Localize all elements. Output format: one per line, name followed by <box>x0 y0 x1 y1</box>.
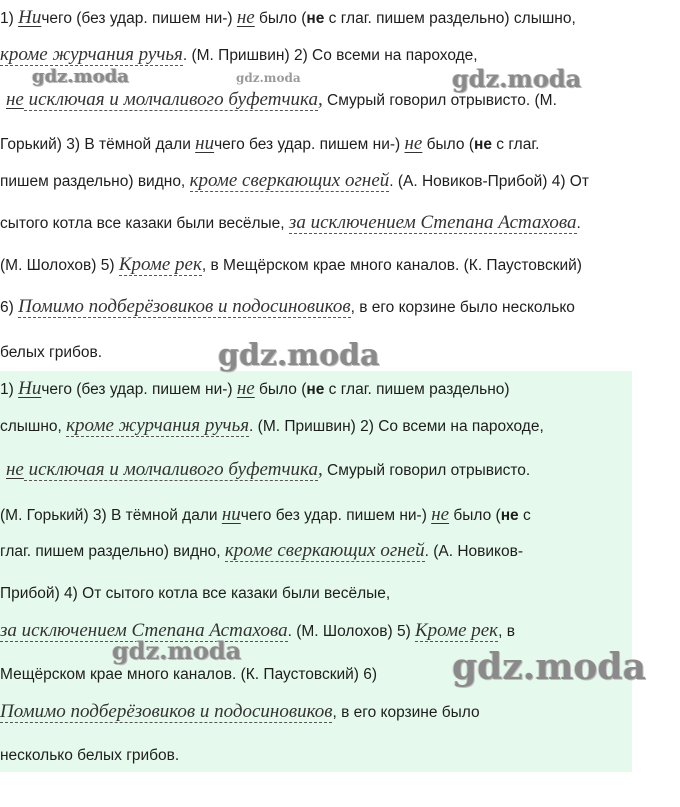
text-line: Мещёрском крае много каналов. (К. Паустовский) 6) <box>0 666 378 683</box>
adverbial-phrase: исключая и молчаливого буфетчика <box>23 459 318 480</box>
text-line: (М. Горький) 3) В тёмной дали ничего без удар. пишем ни-) не было (не с <box>0 504 531 525</box>
underlined-particle: не <box>236 7 255 28</box>
text-line: кроме журчания ручья. (М. Пришвин) 2) Со всеми на пароходе, <box>0 44 478 65</box>
watermark: gdz.moda <box>236 71 301 85</box>
text-line: Прибой) 4) От сытого котла все казаки были весёлые, <box>0 585 391 602</box>
watermark: gdz.moda <box>452 646 646 688</box>
watermark: gdz.moda <box>112 636 242 665</box>
text-line: глаг. пишем раздельно) видно, кроме сверкающих огней. (А. Новиков- <box>0 540 524 561</box>
text-line: не исключая и молчаливого буфетчика, Смурый говорил отрывисто. (М. <box>6 89 557 110</box>
text-line: пишем раздельно) видно, кроме сверкающих огней. (А. Новиков-Прибой) 4) От <box>0 170 589 191</box>
text-line: слышно, кроме журчания ручья. (М. Пришвин) 2) Со всеми на пароходе, <box>0 415 544 436</box>
watermark: gdz.moda <box>218 338 380 373</box>
text-line: несколько белых грибов. <box>0 747 180 764</box>
text-line: не исключая и молчаливого буфетчика, Смурый говорил отрывисто. <box>6 459 531 480</box>
adverbial-phrase: Помимо подберёзовиков и подосиновиков <box>0 701 333 722</box>
adverbial-phrase: Кроме рек <box>118 254 202 275</box>
watermark: gdz.moda <box>32 66 129 87</box>
text-line: за исключением Степана Астахова. (М. Шолохов) 5) Кроме рек, в <box>0 620 515 641</box>
adverbial-phrase: за исключением Степана Астахова <box>0 620 288 641</box>
text-line: 1) Ничего (без удар. пишем ни-) не было (не с глаг. пишем раздельно) <box>0 378 510 399</box>
text-line: сытого котла все казаки были весёлые, за исключением Степана Астахова. <box>0 212 581 233</box>
adverbial-phrase: за исключением Степана Астахова <box>288 212 577 233</box>
underlined-prefix: Ни <box>18 7 42 28</box>
adverbial-phrase: кроме сверкающих огней <box>189 170 390 191</box>
watermark: gdz.moda <box>452 64 582 93</box>
adverbial-phrase: кроме журчания ручья <box>66 415 250 436</box>
text-line: Горький) 3) В тёмной дали ничего без удар. пишем ни-) не было (не с глаг. <box>0 133 540 154</box>
adverbial-phrase: Помимо подберёзовиков и подосиновиков <box>18 296 351 317</box>
adverbial-phrase: Кроме рек <box>415 620 499 641</box>
text-line: 1) Ничего (без удар. пишем ни-) не было (не с глаг. пишем раздельно) слышно, <box>0 7 576 28</box>
adverbial-phrase: кроме журчания ручья <box>0 44 183 65</box>
adverbial-phrase: исключая и молчаливого буфетчика <box>23 89 318 110</box>
text-line: (М. Шолохов) 5) Кроме рек, в Мещёрском крае много каналов. (К. Паустовский) <box>0 254 582 275</box>
text-line: Помимо подберёзовиков и подосиновиков, в его корзине было <box>0 701 480 722</box>
text-line: белых грибов. <box>0 344 103 361</box>
adverbial-phrase: кроме сверкающих огней <box>224 540 425 561</box>
text-line: 6) Помимо подберёзовиков и подосиновиков, в его корзине было несколько <box>0 296 575 317</box>
